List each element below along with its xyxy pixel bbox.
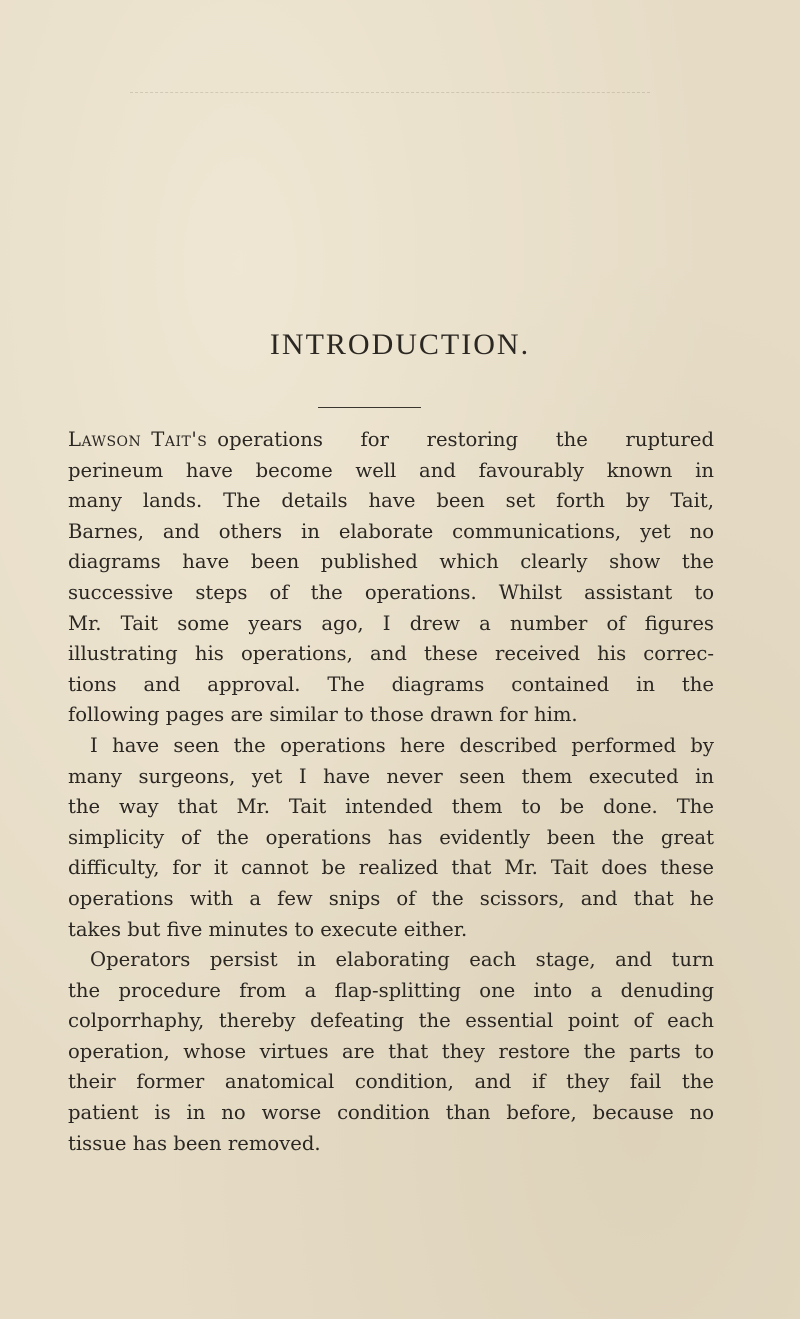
- author-name-first: Lawson: [68, 428, 142, 451]
- text-line: successive steps of the operations. Whilst assistant to: [68, 580, 714, 604]
- page-title: INTRODUCTION.: [269, 328, 531, 361]
- text-line: operation, whose virtues are that they restore the parts to: [68, 1039, 714, 1063]
- text-line-1-rest: operations for restoring the ruptured: [217, 428, 714, 451]
- text-line: many lands. The details have been set forth by Tait,: [68, 489, 714, 513]
- text-line: Barnes, and others in elaborate communications, yet no: [68, 519, 714, 543]
- text-line: their former anatomical condition, and if they fail the: [68, 1070, 714, 1094]
- text-line: tissue has been removed.: [68, 1131, 321, 1155]
- text-line: colporrhaphy, thereby defeating the essential point of each: [68, 1009, 714, 1033]
- text-line: the way that Mr. Tait intended them to be done. The: [68, 795, 714, 819]
- text-line: tions and approval. The diagrams contained in the: [68, 672, 714, 696]
- text-line: I have seen the operations here described performed by: [90, 733, 714, 757]
- text-line: the procedure from a flap-splitting one into a denuding: [68, 978, 714, 1002]
- bleed-through-rule: [130, 92, 650, 93]
- text-line: perineum have become well and favourably known in: [68, 458, 714, 482]
- text-line: simplicity of the operations has evidently been the great: [68, 825, 714, 849]
- text-line: many surgeons, yet I have never seen them executed in: [68, 764, 714, 788]
- text-line: patient is in no worse condition than before, because no: [68, 1101, 714, 1125]
- text-line: Mr. Tait some years ago, I drew a number of figures: [68, 611, 714, 635]
- text-line: operations with a few snips of the scissors, and that he: [68, 886, 714, 910]
- author-name-second: Tait's: [151, 428, 208, 451]
- body-text: [68, 425, 714, 1159]
- text-line: following pages are similar to those drawn for him.: [68, 703, 578, 727]
- text-line: illustrating his operations, and these received his correc-: [68, 642, 714, 666]
- text-line: takes but five minutes to execute either.: [68, 917, 468, 941]
- text-line-1: [68, 425, 714, 456]
- text-line: Operators persist in elaborating each stage, and turn: [90, 948, 714, 972]
- text-line: diagrams have been published which clearly show the: [68, 550, 714, 574]
- text-line: difficulty, for it cannot be realized that Mr. Tait does these: [68, 856, 714, 880]
- title-divider: [318, 407, 421, 408]
